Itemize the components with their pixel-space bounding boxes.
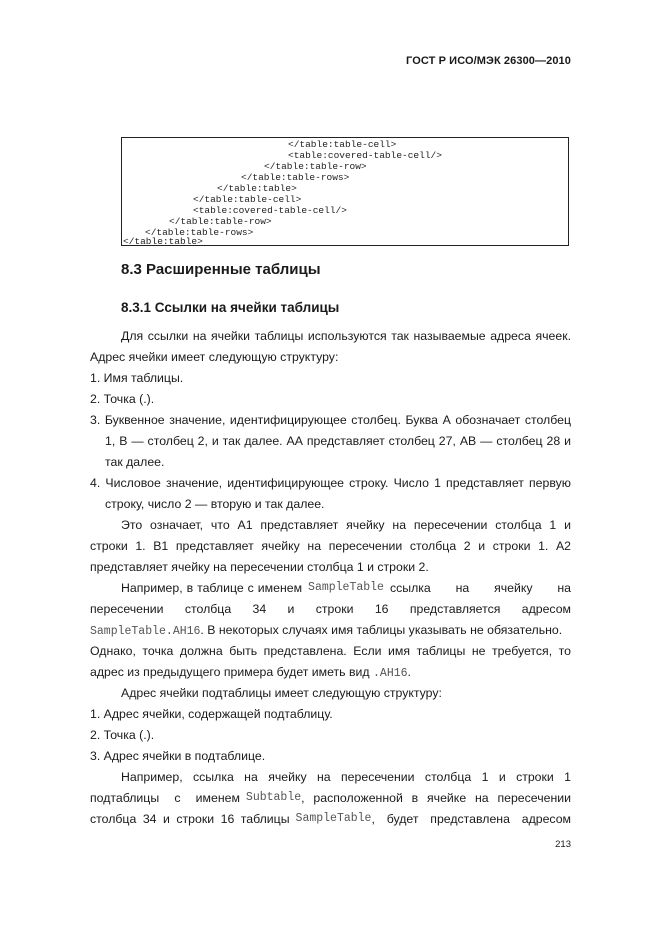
code-line: <table:covered-table-cell/> (288, 150, 442, 161)
inline-code: SampleTable.AH16 (90, 625, 201, 638)
text-run: , расположенной в ячейке на пересечении (301, 791, 571, 805)
code-line: </table:table> (123, 236, 203, 247)
paragraph-line: строки 1. В1 представляет ячейку на пересечении столбца 2 и строки 1. А2 (90, 539, 571, 553)
paragraph-line: Однако, точка должна быть представлена. Если имя таблицы не требуется, то (90, 644, 571, 658)
paragraph-line: Для ссылки на ячейки таблицы используются так называемые адреса ячеек. (121, 329, 571, 343)
list-item: строку, число 2 — вторую и так далее. (105, 497, 325, 511)
paragraph-line: Это означает, что А1 представляет ячейку на пересечении столбца 1 и (121, 518, 571, 532)
page-number: 213 (555, 839, 571, 850)
inline-code: SampleTable (308, 581, 384, 594)
paragraph-line (90, 665, 411, 681)
list-item: 1, В — столбец 2, и так далее. АА представляет столбец 27, АВ — столбец 28 и (105, 434, 571, 448)
paragraph-line: Адрес ячейки имеет следующую структуру: (90, 350, 339, 364)
text-run: адрес из предыдущего примера будет иметь вид (90, 665, 370, 679)
text-run: . В некоторых случаях имя таблицы указывать не обязательно. (200, 623, 563, 637)
code-line: </table:table-cell> (193, 194, 302, 205)
inline-code: SampleTable (295, 812, 372, 825)
text-run: подтаблицы с именем (90, 791, 240, 805)
paragraph-line (90, 812, 571, 826)
text-run: ссылка на ячейку на (389, 581, 572, 595)
subsection-title: 8.3.1 Ссылки на ячейки таблицы (121, 300, 340, 315)
paragraph-line (90, 623, 562, 639)
code-block (121, 137, 569, 246)
code-line: </table:table-row> (264, 161, 367, 172)
paragraph-line: представляет ячейку на пересечении столбца 1 и строки 2. (90, 560, 429, 574)
code-line: </table:table> (217, 183, 297, 194)
list-item: 1. Адрес ячейки, содержащей подтаблицу. (90, 707, 333, 721)
paragraph-line: Адрес ячейки подтаблицы имеет следующую структуру: (121, 686, 442, 700)
paragraph-line (90, 791, 571, 805)
text-run: . (407, 665, 411, 679)
section-title: 8.3 Расширенные таблицы (121, 261, 321, 278)
code-line: <table:covered-table-cell/> (193, 205, 347, 216)
code-line: </table:table-cell> (288, 139, 397, 150)
code-line: </table:table-rows> (145, 227, 254, 238)
text-run: , будет представлена адресом (371, 812, 572, 826)
paragraph-line (121, 581, 571, 595)
list-item: 3. Буквенное значение, идентифицирующее столбец. Буква А обозначает столбец (90, 413, 571, 427)
inline-code: .AH16 (373, 667, 408, 680)
page-header: ГОСТ Р ИСО/МЭК 26300—2010 (406, 55, 571, 67)
list-item: 2. Точка (.). (90, 392, 155, 406)
list-item: 3. Адрес ячейки в подтаблице. (90, 749, 266, 763)
list-item: 4. Числовое значение, идентифицирующее строку. Число 1 представляет первую (90, 476, 571, 490)
paragraph-line: Например, ссылка на ячейку на пересечении столбца 1 и строки 1 (121, 770, 571, 784)
code-line: </table:table-rows> (241, 172, 350, 183)
list-item: 2. Точка (.). (90, 728, 155, 742)
text-run: столбца 34 и строки 16 таблицы (90, 812, 290, 826)
text-run: Например, в таблице с именем (121, 581, 303, 595)
list-item: так далее. (105, 455, 165, 469)
paragraph-line: пересечении столбца 34 и строки 16 представляется адресом (90, 602, 571, 616)
inline-code: Subtable (245, 791, 302, 804)
code-line: </table:table-row> (169, 216, 272, 227)
list-item: 1. Имя таблицы. (90, 371, 184, 385)
